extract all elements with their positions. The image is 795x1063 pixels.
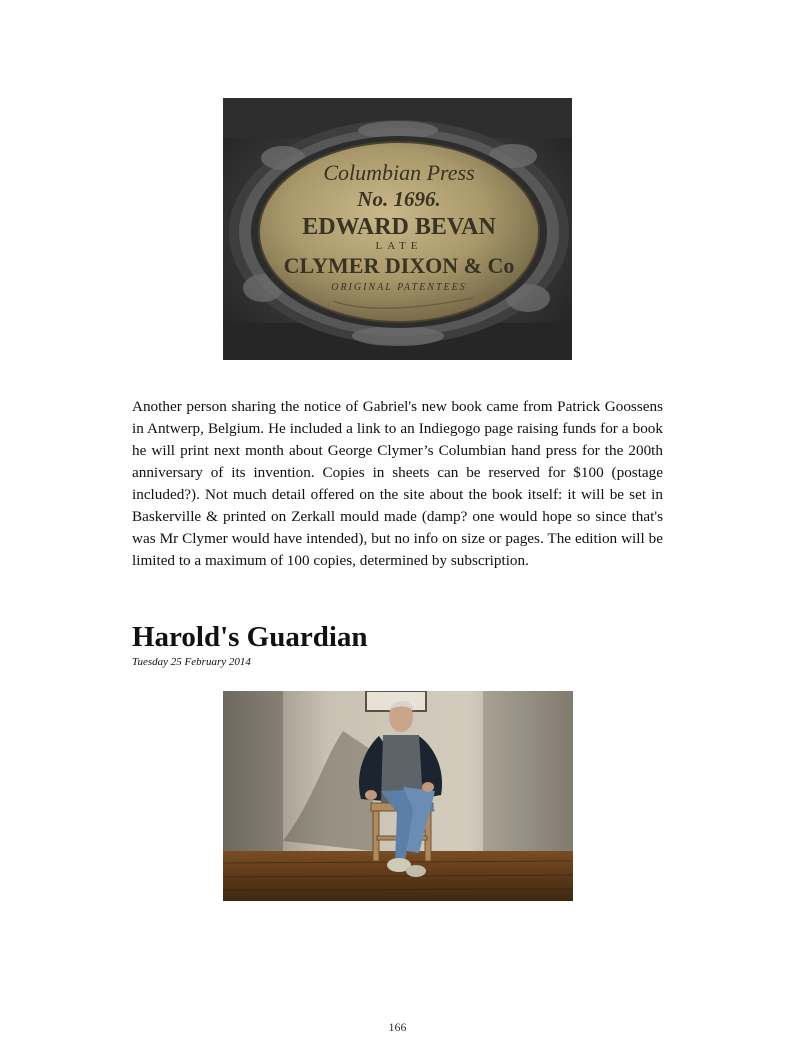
body-paragraph: Another person sharing the notice of Gabriel's new book came from Patrick Goossens in Antwerp, Belgium. He included a link to an Indiegogo page raising funds for a book he will print next month about George Clymer’s Columbian hand press for the 200th anniversary of its invention. Copies in sheets can be reserved for $100 (postage included?). Not much detail offered on the site about the book itself: it will be set in Baskerville & printed on Zerkall mould made (damp? one would hope so since that's was Mr Clymer would have intended), but no info on size or pages. The edition will be limited to a maximum of 100 copies, determined by subscription. bbox=[132, 398, 663, 569]
seated-man-photo bbox=[223, 691, 573, 901]
plaque-line-3: EDWARD BEVAN bbox=[302, 214, 496, 240]
plaque-line-2: No. 1696. bbox=[357, 187, 441, 211]
page-number: 166 bbox=[388, 1020, 407, 1034]
plaque-line-4: LATE bbox=[375, 240, 423, 252]
post-date: Tuesday 25 February 2014 bbox=[132, 656, 251, 668]
plaque-line-6: ORIGINAL PATENTEES bbox=[331, 282, 467, 293]
post-title: Harold's Guardian bbox=[132, 621, 368, 653]
plaque-line-1: Columbian Press bbox=[323, 160, 475, 185]
columbian-press-plaque-photo bbox=[223, 98, 572, 360]
plaque-line-5: CLYMER DIXON & Co bbox=[283, 253, 515, 278]
